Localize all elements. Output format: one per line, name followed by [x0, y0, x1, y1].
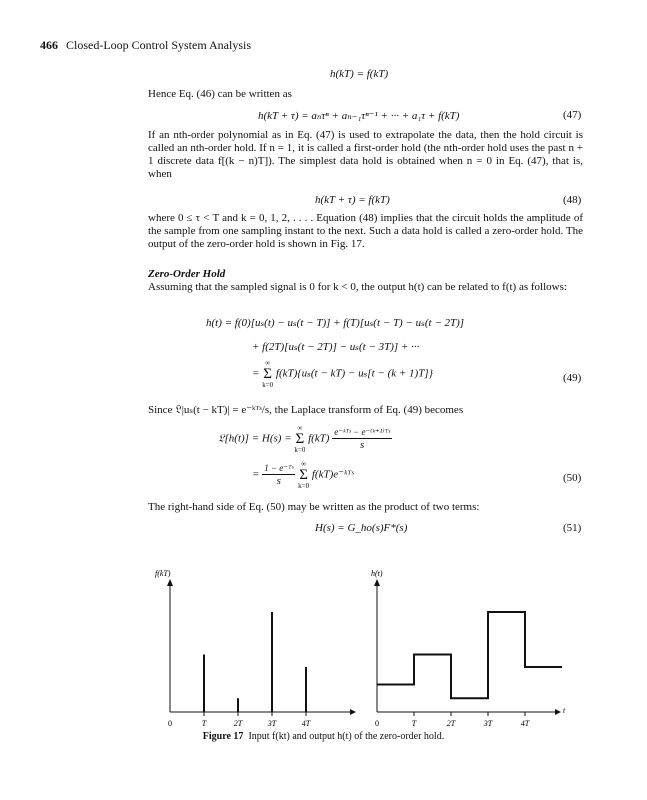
page-number: 466: [40, 38, 58, 52]
equation-top: h(kT) = f(kT): [330, 68, 389, 80]
x-tick-label-2: 2T: [233, 719, 243, 728]
paragraph-assumption: Assuming that the sampled signal is 0 for k < 0, the output h(t) can be related to f(t) as follows:: [148, 281, 567, 293]
x-axis-arrow: [350, 709, 356, 715]
paragraph-zero-order-definition: where 0 ≤ τ < T and k = 0, 1, 2, . . . . Equation (48) implies that the circuit holds the amplitude of the sample from one sampling instant to the next. Such a data hold is called a zero-order hold. The output of the zero-order hold is shown in Fig. 17.: [148, 212, 583, 250]
x-tick-label-3: 3T: [483, 719, 493, 728]
x-tick-label-0: 0: [375, 719, 379, 728]
equation-49-number: (49): [563, 372, 582, 384]
paragraph-nth-order-hold: If an nth-order polynomial as in Eq. (47) is used to extrapolate the data, then the hold circuit is called an nth-order hold. If n = 1, it is called a first-order hold (the nth-order hold uses the past n + 1 discrete data f[(k − n)T]). The simplest data hold is obtained when n = 0 in Eq. (47), that is, when: [148, 129, 583, 180]
figure-caption-text: Input f(kt) and output h(t) of the zero-order hold.: [248, 731, 445, 742]
equation-51: H(s) = G_ho(s)F*(s): [315, 522, 408, 534]
input-sampled-plot: [155, 569, 356, 728]
output-hold-plot: [371, 569, 566, 728]
equation-47: h(kT + τ) = aₙτⁿ + aₙ₋₁τⁿ⁻¹ + ··· + a₁τ + f(kT): [258, 110, 460, 122]
running-title: Closed-Loop Control System Analysis: [66, 38, 252, 52]
section-heading: Zero-Order Hold: [148, 268, 226, 280]
summation-symbol: ∞ Σ k=0: [298, 460, 310, 490]
x-tick-label-1: T: [201, 719, 207, 728]
equation-48-number: (48): [563, 194, 582, 206]
figure-caption: [0, 731, 647, 742]
equals-sign: =: [252, 468, 260, 481]
equation-49-line1: h(t) = f(0)[uₛ(t) − uₛ(t − T)] + f(T)[uₛ(t − T) − uₛ(t − 2T)]: [206, 317, 465, 329]
fraction: $\frac{\text{1 − e⁻ᵀˢ}}{s}$: [264, 462, 294, 487]
y-axis-arrow: [374, 579, 380, 586]
y-axis-arrow: [167, 579, 173, 586]
equation-50-term: f(kT): [308, 432, 330, 445]
equation-49-rhs: f(kT){uₛ(t − kT) − uₛ[t − (k + 1)T]}: [275, 367, 434, 380]
x-tick-label-4: 4T: [520, 719, 530, 728]
hence-text: Hence Eq. (46) can be written as: [148, 88, 292, 100]
since-text: Since 𝔏|uₛ(t − kT)| = e⁻ᵏᵀˢ/s, the Laplace transform of Eq. (49) becomes: [148, 404, 464, 416]
y-axis-label: f(kT): [155, 569, 171, 578]
x-tick-label-1: T: [411, 719, 417, 728]
figure-label: Figure 17: [202, 731, 244, 742]
equation-48: h(kT + τ) = f(kT): [315, 194, 390, 206]
x-tick-label-4: 4T: [301, 719, 311, 728]
equation-50-number: (50): [563, 472, 582, 484]
fraction: $\frac{\text{e⁻ᵏᵀˢ − e⁻⁽ᵏ⁺¹⁾ᵀˢ}}{s}$: [334, 426, 390, 451]
equation-50-lhs: 𝔏[h(t)] = H(s) =: [218, 432, 292, 445]
y-axis-label: h(t): [371, 569, 383, 578]
x-tick-label-2: 2T: [446, 719, 456, 728]
hold-staircase-line: [377, 612, 562, 698]
summation-symbol: ∞ Σ k=0: [294, 424, 306, 454]
summation-symbol: ∞ Σ k=0: [262, 359, 274, 389]
x-tick-label-3: 3T: [267, 719, 277, 728]
equation-49-line2: + f(2T)[uₛ(t − 2T)] − uₛ(t − 3T)] + ···: [252, 341, 420, 353]
equation-51-number: (51): [563, 522, 582, 534]
equation-47-number: (47): [563, 109, 582, 121]
x-tick-label-0: 0: [168, 719, 172, 728]
equation-50-rhs: f(kT)e⁻ᵏᵀˢ: [311, 468, 354, 481]
paragraph-product: The right-hand side of Eq. (50) may be written as the product of two terms:: [148, 501, 480, 513]
x-axis-arrow: [555, 709, 561, 715]
equals-sign: =: [252, 367, 260, 380]
x-axis-label: t: [563, 706, 566, 715]
